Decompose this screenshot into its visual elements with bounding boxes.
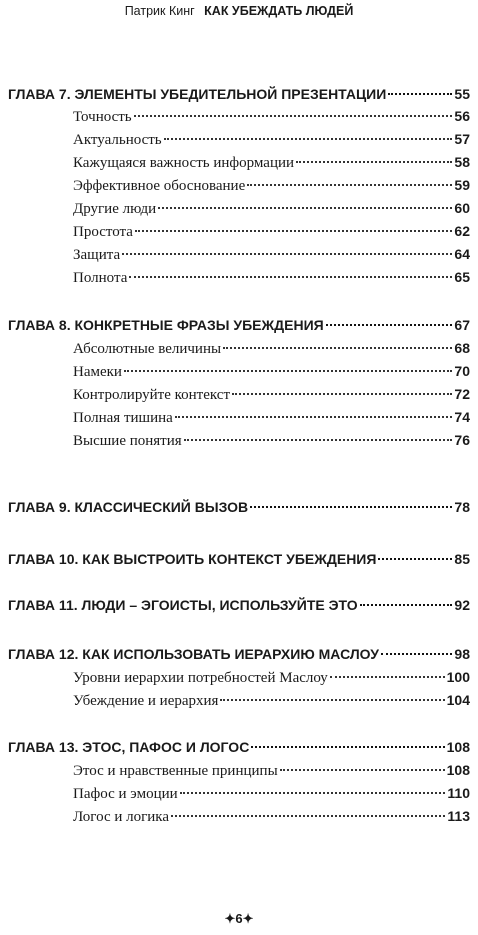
dot-leader — [223, 347, 452, 349]
toc-entry-title: Полная тишина — [73, 410, 173, 426]
toc-entry-page: 55 — [454, 86, 470, 102]
dot-leader — [296, 161, 452, 163]
dot-leader — [280, 769, 445, 771]
dot-leader — [232, 393, 452, 395]
toc-entry-title: Логос и логика — [73, 809, 170, 825]
toc-chapter-entry — [8, 551, 470, 567]
toc-entry-page: 65 — [454, 269, 470, 285]
toc-entry-page: 67 — [454, 317, 470, 333]
toc-chapter-entry — [8, 597, 470, 613]
dot-leader — [124, 370, 452, 372]
toc-section-entry — [73, 363, 470, 381]
toc-section-entry — [73, 108, 470, 126]
toc-entry-page: 108 — [446, 739, 470, 755]
toc-chapter-entry — [8, 739, 470, 755]
toc-entry-page: 57 — [454, 131, 470, 147]
toc-entry-title: ГЛАВА 12. КАК ИСПОЛЬЗОВАТЬ ИЕРАРХИЮ МАСЛОУ — [8, 646, 379, 662]
toc-section-entry — [73, 692, 470, 710]
toc-entry-title: Этос и нравственные принципы — [73, 763, 278, 779]
dot-leader — [135, 230, 453, 232]
toc-entry-title: ГЛАВА 13. ЭТОС, ПАФОС И ЛОГОС — [8, 739, 250, 755]
toc-entry-title: ГЛАВА 11. ЛЮДИ – ЭГОИСТЫ, ИСПОЛЬЗУЙТЕ ЭТО — [8, 597, 358, 613]
toc-entry-title: ГЛАВА 9. КЛАССИЧЕСКИЙ ВЫЗОВ — [8, 499, 249, 515]
toc-entry-page: 68 — [454, 340, 470, 356]
page-number: ✦6✦ — [224, 911, 254, 926]
toc-entry-title: Уровни иерархии потребностей Маслоу — [73, 670, 328, 686]
toc-section-entry — [73, 177, 470, 195]
toc-entry-title: Пафос и эмоции — [73, 786, 178, 802]
toc-entry-page: 59 — [454, 177, 470, 193]
toc-entry-page: 76 — [454, 432, 470, 448]
dot-leader — [326, 324, 453, 326]
dot-leader — [378, 558, 452, 560]
toc-section-entry — [73, 223, 470, 241]
toc-chapter-entry — [8, 86, 470, 102]
toc-entry-title: Полнота — [73, 270, 128, 286]
toc-chapter-entry — [8, 317, 470, 333]
dot-leader — [158, 207, 452, 209]
dot-leader — [250, 506, 452, 508]
dot-leader — [381, 653, 453, 655]
dot-leader — [330, 676, 445, 678]
toc-entry-page: 108 — [446, 762, 470, 778]
toc-entry-title: Абсолютные величины — [73, 341, 222, 357]
toc-section-entry — [73, 409, 470, 427]
dot-leader — [184, 439, 453, 441]
toc-entry-page: 72 — [454, 386, 470, 402]
toc-entry-page: 78 — [454, 499, 470, 515]
toc-section-entry — [73, 246, 470, 264]
dot-leader — [251, 746, 444, 748]
dot-leader — [388, 93, 452, 95]
dot-leader — [129, 276, 452, 278]
toc-chapter-entry — [8, 646, 470, 662]
toc-entry-page: 56 — [454, 108, 470, 124]
dot-leader — [175, 416, 453, 418]
toc-section-entry — [73, 762, 470, 780]
toc-entry-title: Актуальность — [73, 132, 162, 148]
toc-entry-title: Контролируйте контекст — [73, 387, 231, 403]
toc-entry-page: 104 — [446, 692, 470, 708]
dot-leader — [164, 138, 453, 140]
toc-entry-title: ГЛАВА 7. ЭЛЕМЕНТЫ УБЕДИТЕЛЬНОЙ ПРЕЗЕНТАЦИИ — [8, 86, 387, 102]
toc-entry-page: 60 — [454, 200, 470, 216]
toc-entry-page: 74 — [454, 409, 470, 425]
toc-section-entry — [73, 131, 470, 149]
toc-section-entry — [73, 200, 470, 218]
header-book-title: КАК УБЕЖДАТЬ ЛЮДЕЙ — [204, 4, 354, 18]
toc-entry-title: ГЛАВА 8. КОНКРЕТНЫЕ ФРАЗЫ УБЕЖДЕНИЯ — [8, 317, 324, 333]
dot-leader — [180, 792, 446, 794]
toc-entry-page: 58 — [454, 154, 470, 170]
dot-leader — [122, 253, 452, 255]
toc-section-entry — [73, 269, 470, 287]
toc-entry-page: 62 — [454, 223, 470, 239]
toc-entry-title: Другие люди — [73, 201, 157, 217]
dot-leader — [360, 604, 453, 606]
dot-leader — [247, 184, 452, 186]
toc-entry-title: Намеки — [73, 364, 122, 380]
toc-entry-page: 70 — [454, 363, 470, 379]
dot-leader — [171, 815, 445, 817]
toc-section-entry — [73, 785, 470, 803]
toc-entry-title: Убеждение и иерархия — [73, 693, 219, 709]
toc-entry-page: 100 — [446, 669, 470, 685]
toc-section-entry — [73, 432, 470, 450]
toc-entry-page: 64 — [454, 246, 470, 262]
toc-entry-title: Точность — [73, 109, 132, 125]
toc-section-entry — [73, 154, 470, 172]
toc-entry-page: 85 — [454, 551, 470, 567]
toc-entry-page: 92 — [454, 597, 470, 613]
toc-section-entry — [73, 386, 470, 404]
toc-entry-title: Высшие понятия — [73, 433, 182, 449]
dot-leader — [220, 699, 444, 701]
running-header — [0, 4, 478, 18]
toc-entry-title: ГЛАВА 10. КАК ВЫСТРОИТЬ КОНТЕКСТ УБЕЖДЕНИЯ — [8, 551, 377, 567]
toc-section-entry — [73, 669, 470, 687]
toc-entry-title: Кажущаяся важность информации — [73, 155, 295, 171]
toc-entry-title: Защита — [73, 247, 121, 263]
toc-entry-title: Простота — [73, 224, 133, 240]
toc-entry-page: 110 — [447, 785, 470, 801]
toc-entry-page: 98 — [454, 646, 470, 662]
toc-entry-page: 113 — [447, 808, 470, 824]
toc-section-entry — [73, 808, 470, 826]
toc-entry-title: Эффективное обоснование — [73, 178, 246, 194]
toc-section-entry — [73, 340, 470, 358]
toc-chapter-entry — [8, 499, 470, 515]
dot-leader — [134, 115, 453, 117]
header-author: Патрик Кинг — [124, 4, 195, 18]
